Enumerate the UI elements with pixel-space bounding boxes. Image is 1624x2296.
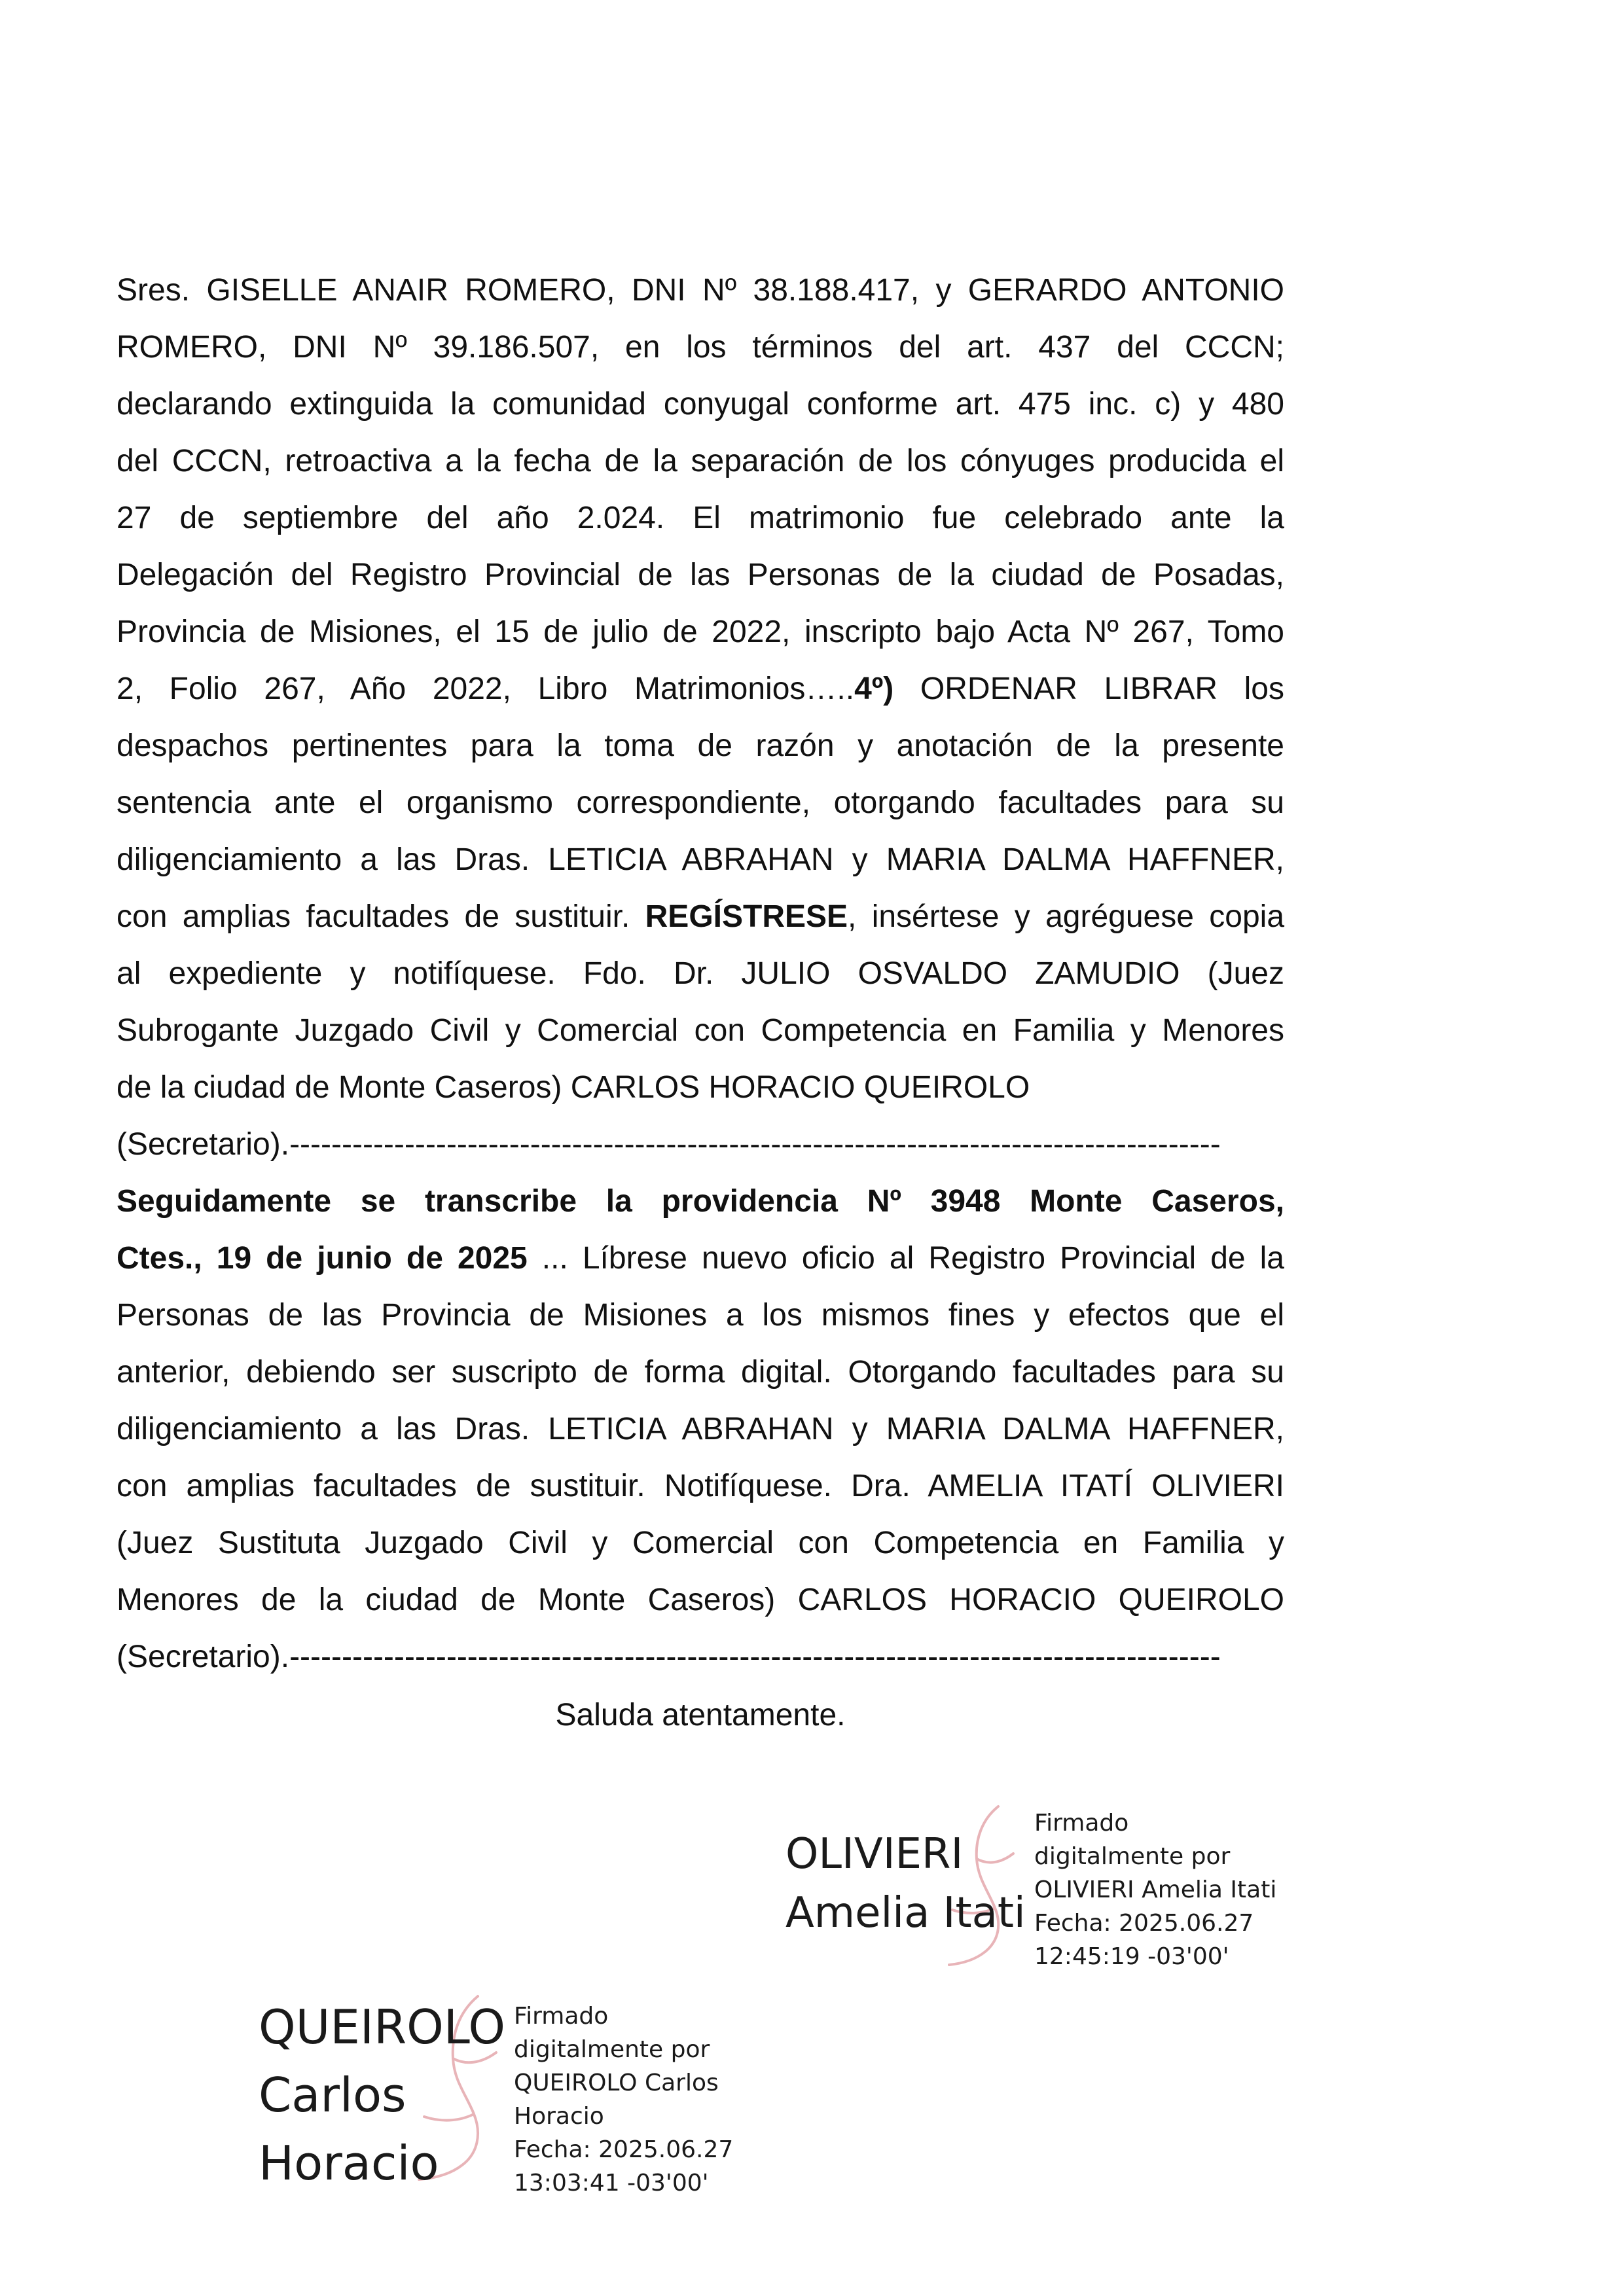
signature-detail-line: Horacio (514, 2103, 604, 2130)
text-run: ROMERO, DNI Nº 39.186.507, en los términos del art. 437 del CCCN; (117, 330, 1284, 365)
text-run: con amplias facultades de sustituir. Notifíquese. Dra. AMELIA ITATÍ OLIVIERI (117, 1469, 1284, 1503)
body-text-line (117, 1002, 1284, 1059)
signature-detail-line: digitalmente por (1034, 1843, 1231, 1870)
body-text-line (117, 1628, 1284, 1685)
text-run: (Secretario).----------------------------------------------------------------------------------------- (117, 1640, 1221, 1674)
signature-detail-line: 13:03:41 -03'00' (514, 2170, 709, 2197)
bold-text-run: Seguidamente se transcribe la providencia Nº 3948 Monte Caseros, (117, 1184, 1284, 1219)
body-text-line (117, 603, 1284, 660)
body-text-line (117, 774, 1284, 831)
text-run: Provincia de Misiones, el 15 de julio de 2022, inscripto bajo Acta Nº 267, Tomo (117, 615, 1284, 649)
text-run: 27 de septiembre del año 2.024. El matrimonio fue celebrado ante la (117, 501, 1284, 535)
text-run: al expediente y notifíquese. Fdo. Dr. JULIO OSVALDO ZAMUDIO (Juez (117, 956, 1284, 991)
signature-detail-line: 12:45:19 -03'00' (1034, 1943, 1229, 1970)
text-run: del CCCN, retroactiva a la fecha de la separación de los cónyuges producida el (117, 444, 1284, 478)
signature-detail-line: digitalmente por (514, 2036, 710, 2063)
body-text-line (117, 1458, 1284, 1515)
text-run: Subrogante Juzgado Civil y Comercial con Competencia en Familia y Menores (117, 1013, 1284, 1048)
signer-name-line: Amelia Itati (785, 1889, 1026, 1937)
body-text-line (117, 1116, 1284, 1173)
signer-name-line: QUEIROLO (259, 2000, 506, 2054)
body-text-line (117, 1230, 1284, 1287)
text-run: ORDENAR LIBRAR los (893, 672, 1284, 706)
body-text-line (117, 490, 1284, 547)
resolution-body-text (117, 262, 1284, 1685)
text-run: , insértese y agréguese copia (848, 899, 1285, 934)
text-run: (Secretario).----------------------------------------------------------------------------------------- (117, 1127, 1221, 1162)
signature-detail-line: Fecha: 2025.06.27 (514, 2136, 734, 2163)
signer-name-line: OLIVIERI (785, 1830, 964, 1878)
text-run: 2, Folio 267, Año 2022, Libro Matrimonios….. (117, 672, 855, 706)
text-run: declarando extinguida la comunidad conyugal conforme art. 475 inc. c) y 480 (117, 387, 1284, 422)
text-run: Menores de la ciudad de Monte Caseros) CARLOS HORACIO QUEIROLO (117, 1583, 1284, 1617)
bold-text-run: 4º) (854, 672, 894, 706)
body-text-line (117, 1287, 1284, 1344)
signature-details (514, 2000, 733, 2200)
closing-salutation: Saluda atentamente. (555, 1698, 846, 1732)
body-text-line (117, 1401, 1284, 1458)
bold-text-run: Ctes., 19 de junio de 2025 (117, 1241, 528, 1276)
body-text-line (117, 1344, 1284, 1401)
text-run: Sres. GISELLE ANAIR ROMERO, DNI Nº 38.188.417, y GERARDO ANTONIO (117, 273, 1284, 308)
signer-name (785, 1825, 1026, 1943)
text-run: Delegación del Registro Provincial de las Personas de la ciudad de Posadas, (117, 558, 1284, 592)
body-text-line (117, 660, 1284, 717)
body-text-line (117, 547, 1284, 603)
signature-detail-line: Firmado (1034, 1810, 1129, 1837)
signature-detail-line: Firmado (514, 2003, 609, 2030)
body-text-line (117, 717, 1284, 774)
body-text-line (117, 888, 1284, 945)
text-run: diligenciamiento a las Dras. LETICIA ABRAHAN y MARIA DALMA HAFFNER, (117, 1412, 1284, 1446)
body-text-line (117, 1571, 1284, 1628)
text-run: sentencia ante el organismo correspondiente, otorgando facultades para su (117, 785, 1284, 820)
body-text-line (117, 945, 1284, 1002)
signature-detail-line: Fecha: 2025.06.27 (1034, 1910, 1254, 1937)
text-run: despachos pertinentes para la toma de razón y anotación de la presente (117, 728, 1284, 763)
bold-text-run: REGÍSTRESE (645, 899, 848, 934)
signature-detail-line: OLIVIERI Amelia Itati (1034, 1876, 1277, 1903)
text-run: Personas de las Provincia de Misiones a los mismos fines y efectos que el (117, 1298, 1284, 1333)
text-run: diligenciamiento a las Dras. LETICIA ABRAHAN y MARIA DALMA HAFFNER, (117, 842, 1284, 877)
signature-detail-line: QUEIROLO Carlos (514, 2070, 719, 2096)
text-run: de la ciudad de Monte Caseros) CARLOS HORACIO QUEIROLO (117, 1070, 1030, 1105)
signer-name-line: Carlos (259, 2068, 406, 2123)
body-text-line (117, 433, 1284, 490)
body-text-line (117, 1173, 1284, 1230)
body-text-line (117, 1515, 1284, 1571)
signer-name-line: Horacio (259, 2136, 439, 2191)
body-text-line (117, 262, 1284, 319)
body-text-line (117, 1059, 1284, 1116)
text-run: con amplias facultades de sustituir. (117, 899, 645, 934)
body-text-line (117, 831, 1284, 888)
signer-name (259, 1993, 505, 2197)
text-run: anterior, debiendo ser suscripto de forma digital. Otorgando facultades para su (117, 1355, 1284, 1390)
body-text-line (117, 319, 1284, 376)
body-text-line (117, 376, 1284, 433)
text-run: (Juez Sustituta Juzgado Civil y Comercial con Competencia en Familia y (117, 1526, 1284, 1560)
signature-details (1034, 1806, 1276, 1973)
text-run: ... Líbrese nuevo oficio al Registro Provincial de la (527, 1241, 1285, 1276)
